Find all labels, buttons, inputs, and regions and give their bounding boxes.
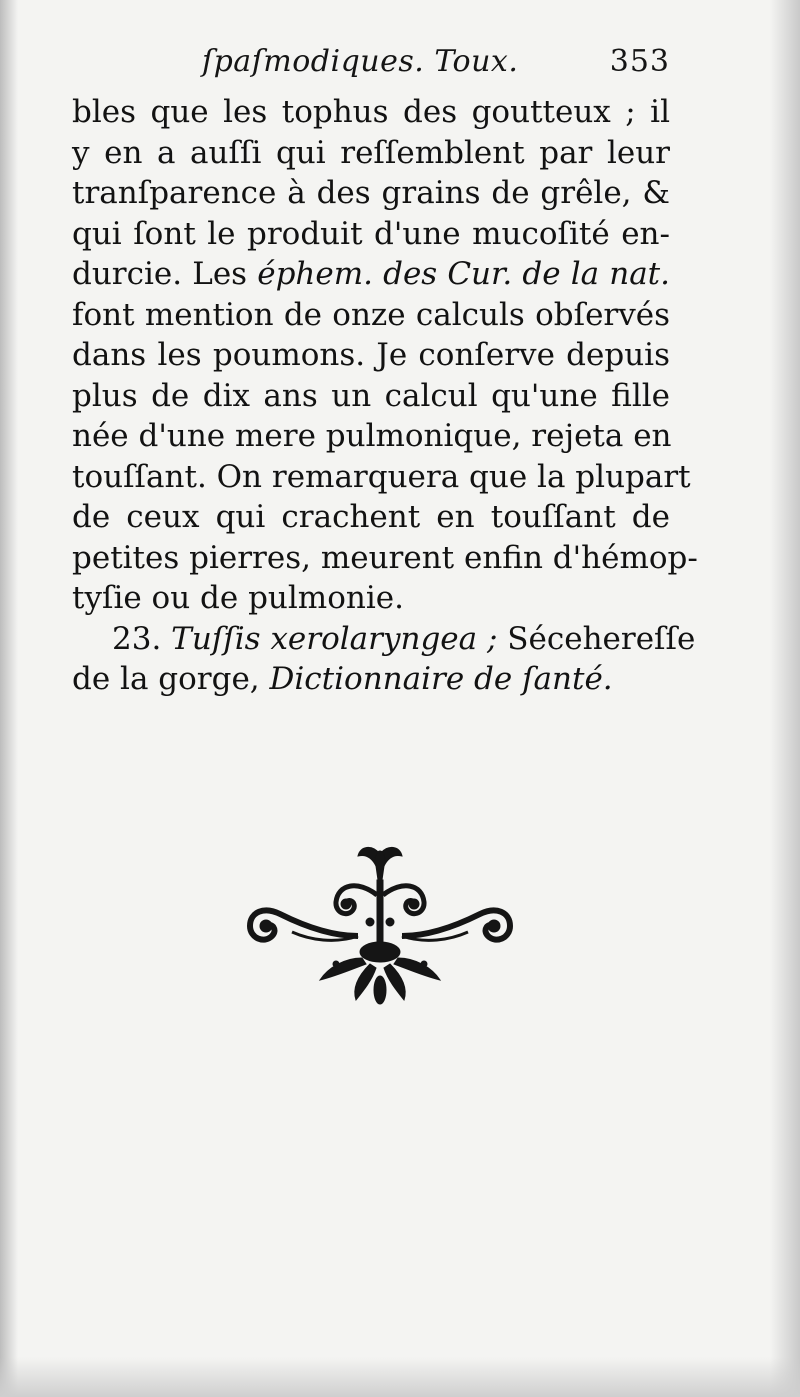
citation-italic: éphem. des Cur. de la nat. (257, 256, 670, 292)
entry-source-line (72, 659, 670, 700)
entry-source-plain: de la gorge, (72, 661, 260, 697)
text-line: dans les poumons. Je conſerve depuis (72, 337, 670, 373)
page-gutter-shadow (0, 0, 18, 1397)
text-line: touſſant. On remarquera que la plupart (72, 458, 691, 495)
entry-heading (72, 619, 696, 660)
entry-source-italic: Dictionnaire de ſanté. (269, 661, 613, 697)
text-line: qui ſont le produit d'une mucoſité en- (72, 215, 670, 252)
text-line: bles que les tophus des goutteux ; il (72, 94, 670, 130)
page-number: 353 (609, 44, 670, 79)
running-title: ſpaſmodiques. Toux. (202, 44, 519, 79)
entry-french-name: Sécehereſſe (507, 620, 696, 657)
text-line: y en a auſſi qui reſſemblent par leur (72, 134, 670, 171)
entry-number: 23. (112, 620, 162, 657)
text-line: font mention de onze calculs obſervés (72, 296, 670, 333)
fleuron-ornament-icon (240, 840, 520, 1010)
page-bottom-shadow (0, 1357, 800, 1397)
page-header (70, 44, 670, 96)
entry-latin-name: Tuſſis xerolaryngea ; (171, 620, 498, 657)
text-line: née d'une mere pulmonique, rejeta en (72, 418, 672, 454)
text-line: de ceux qui crachent en touſſant de (72, 499, 670, 535)
text-line (72, 254, 670, 295)
body-text (72, 92, 698, 700)
text-segment: durcie. Les (72, 256, 248, 292)
text-line: petites pierres, meurent enfin d'hémop- (72, 539, 698, 576)
text-line: plus de dix ans un calcul qu'une fille (72, 377, 670, 414)
page-edge-shadow (770, 0, 800, 1397)
text-line: tyſie ou de pulmonie. (72, 580, 404, 616)
text-line: tranſparence à des grains de grêle, & (72, 175, 670, 211)
